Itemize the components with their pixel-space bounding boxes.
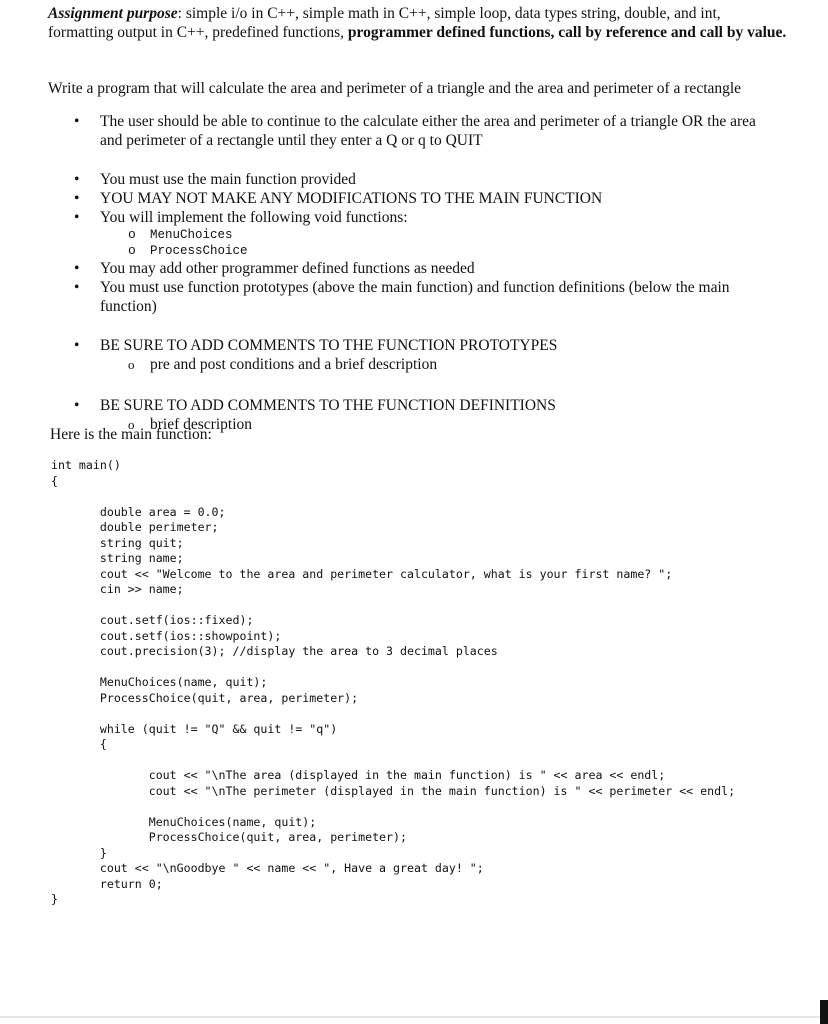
requirement-text: YOU MAY NOT MAKE ANY MODIFICATIONS TO THE MAIN FUNCTION (100, 190, 603, 207)
sub-item-pre-post: o pre and post conditions and a brief description (100, 355, 778, 374)
requirement-text: The user should be able to continue to the calculate either the area and perimeter of a triangle OR the area and perimeter of a rectangle until they enter a Q or q to QUIT (100, 113, 756, 149)
purpose-label: Assignment purpose (48, 5, 178, 22)
sub-item-brief-description: o brief description (100, 415, 778, 434)
assignment-purpose (48, 4, 788, 42)
function-sublist (100, 227, 778, 259)
requirements-list (48, 112, 778, 434)
main-function-heading: Here is the main function: (50, 426, 212, 443)
prototype-comment-sublist (100, 355, 778, 374)
requirement-item (48, 336, 778, 374)
purpose-text: : simple i/o in C++, simple math in C++, simple loop, data types string, double, and int, formatting output in C++, predefined functions, (48, 5, 721, 41)
requirement-text: You may add other programmer defined functions as needed (100, 260, 475, 277)
requirement-text: You must use the main function provided (100, 171, 356, 188)
requirement-item (48, 189, 778, 208)
requirement-text: You must use function prototypes (above the main function) and function definitions (below the main function) (100, 279, 730, 315)
purpose-bold-text: programmer defined functions, call by reference and call by value. (347, 24, 787, 41)
requirement-text: BE SURE TO ADD COMMENTS TO THE FUNCTION DEFINITIONS (100, 397, 556, 414)
sub-item-menuchoices: o MenuChoices (100, 227, 778, 243)
requirement-item (48, 170, 778, 189)
intro-paragraph: Write a program that will calculate the area and perimeter of a triangle and the area and perimeter of a rectangle (48, 80, 742, 97)
scan-edge-mark (820, 1000, 828, 1024)
main-function-code: int main() { double area = 0.0; double perimeter; string quit; string name; cout << "Welcome to the area and perimeter calculator, what is your first name? "; cin >> name; cout.setf(ios::fixed); cout.setf(ios::showpoint); cout.precision(3); //display the area to 3 decimal places MenuChoices(name, quit); ProcessChoice(quit, area, perimeter); while (quit != "Q" && quit != "q") { cout << "\nThe area (displayed in the main function) is " << area << endl; cout << "\nThe perimeter (displayed in the main function) is " << perimeter << endl; MenuChoices(name, quit); ProcessChoice(quit, area, perimeter); } cout << "\nGoodbye " << name << ", Have a great day! "; return 0; } (51, 458, 736, 906)
requirement-item (48, 208, 778, 259)
sub-item-processchoice: o ProcessChoice (100, 243, 778, 259)
requirement-text: BE SURE TO ADD COMMENTS TO THE FUNCTION PROTOTYPES (100, 337, 558, 354)
requirement-text: You will implement the following void functions: (100, 209, 408, 226)
requirement-item (48, 112, 778, 150)
requirement-item (48, 259, 778, 278)
requirement-item (48, 278, 778, 316)
scan-bottom-line (0, 1016, 828, 1018)
